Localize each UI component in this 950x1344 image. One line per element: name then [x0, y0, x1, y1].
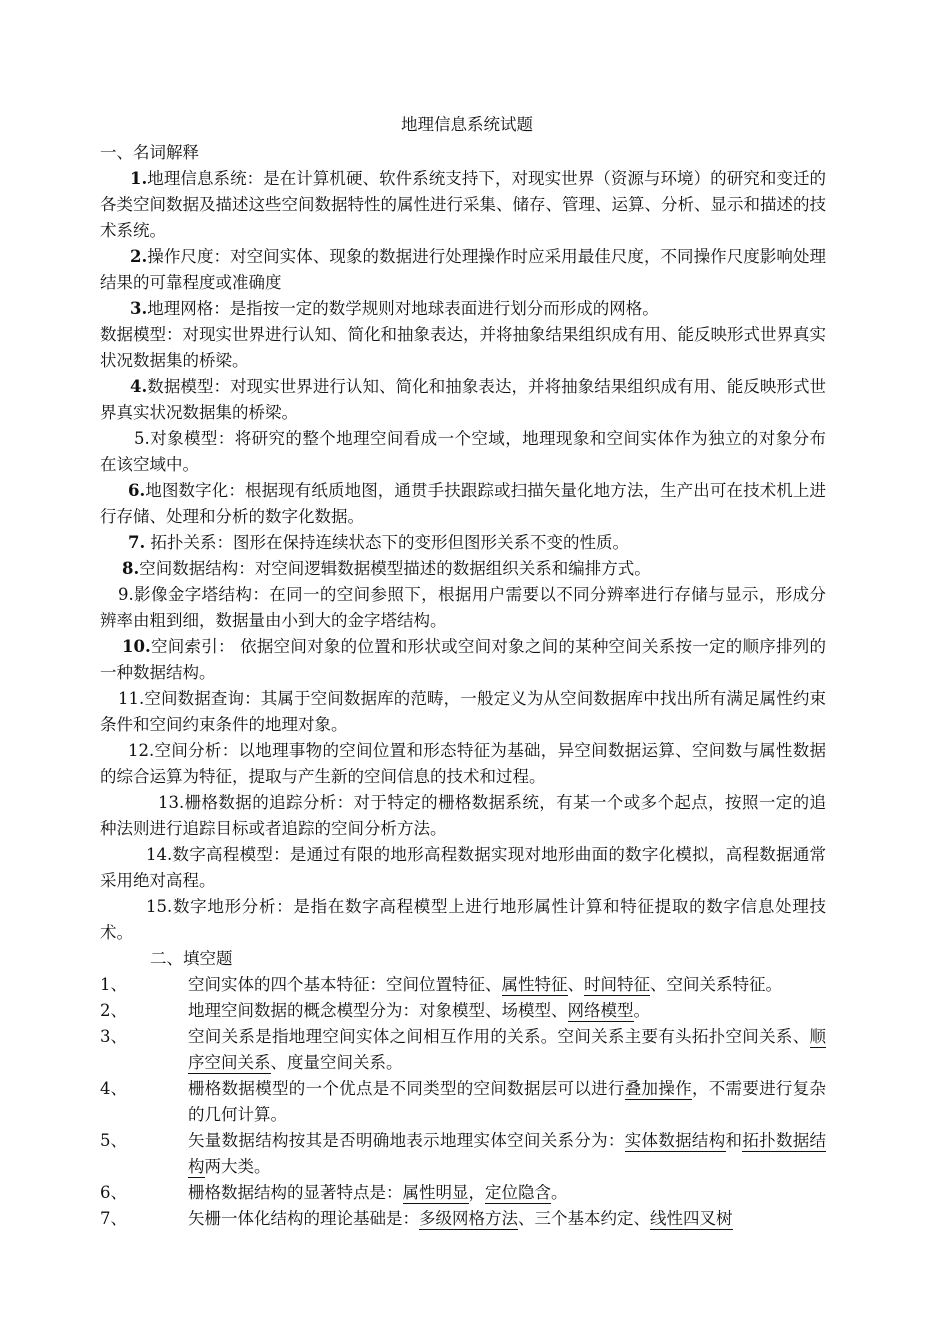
- fill-blank-number: 6、: [100, 1183, 127, 1202]
- answer-blank: 拓扑数据结构: [188, 1131, 827, 1176]
- definition-number: 10.: [122, 637, 151, 656]
- document-title: 地理信息系统试题: [401, 115, 533, 134]
- answer-blank: 顺序空间关系: [188, 1027, 826, 1072]
- definition-number: 6.: [128, 481, 146, 500]
- definition-item: [100, 686, 826, 738]
- definition-item: [100, 244, 826, 296]
- definition-number: 12.: [128, 741, 155, 760]
- fill-blank-item: 7、 矢栅一体化结构的理论基础是：多级网格方法、三个基本约定、线性四叉树: [100, 1206, 826, 1232]
- definition-number: 8.: [122, 559, 140, 578]
- definition-text: 空间索引： 依据空间对象的位置和形状或空间对象之间的某种空间关系按一定的顺序排列的一种数据结构。: [100, 637, 826, 682]
- definition-number: 2.: [130, 247, 148, 266]
- definition-number: 4.: [130, 377, 148, 396]
- definition-number: 7.: [128, 533, 146, 552]
- definition-item: [100, 426, 826, 478]
- fill-blank-number: 7、: [100, 1209, 127, 1228]
- definition-text: 数据模型：对现实世界进行认知、简化和抽象表达，并将抽象结果组织成有用、能反映形式世界真实状况数据集的桥梁。: [100, 325, 826, 370]
- fill-blank-number: 5、: [100, 1131, 127, 1150]
- definition-text: 空间数据结构：对空间逻辑数据模型描述的数据组织关系和编排方式。: [139, 559, 651, 578]
- fill-blank-item: 5、 矢量数据结构按其是否明确地表示地理实体空间关系分为：实体数据结构和拓扑数据结构两大类。: [100, 1128, 826, 1180]
- definition-item: [100, 374, 826, 426]
- fill-blank-item: 2、 地理空间数据的概念模型分为：对象模型、场模型、网络模型。: [100, 998, 826, 1024]
- fill-blank-number: 4、: [100, 1079, 127, 1098]
- definition-number: 14.: [146, 845, 173, 864]
- definition-item: [100, 322, 826, 374]
- definition-item: [100, 842, 826, 894]
- definition-text: 影像金字塔结构：在同一的空间参照下，根据用户需要以不同分辨率进行存储与显示，形成分辨率由粗到细，数据量由小到大的金字塔结构。: [100, 585, 826, 630]
- definition-number: 15.: [146, 897, 173, 916]
- section-heading-definitions: 一、名词解释: [100, 143, 199, 162]
- definition-text: 空间数据查询：其属于空间数据库的范畴，一般定义为从空间数据库中找出所有满足属性约束条件和空间约束条件的地理对象。: [100, 689, 826, 734]
- answer-blank: 线性四叉树: [650, 1209, 733, 1228]
- definition-number: 1.: [130, 169, 148, 188]
- definition-item: [100, 894, 826, 946]
- fill-blank-number: 1、: [100, 975, 127, 994]
- definition-text: 操作尺度：对空间实体、现象的数据进行处理操作时应采用最佳尺度，不同操作尺度影响处理结果的可靠程度或准确度: [100, 247, 826, 292]
- definition-text: 地理网格：是指按一定的数学规则对地球表面进行划分而形成的网格。: [147, 299, 659, 318]
- definition-item: [100, 478, 826, 530]
- section-heading-fill-blanks: 二、填空题: [150, 949, 233, 968]
- fill-blank-number: 3、: [100, 1027, 127, 1046]
- fill-blank-item: 1、 空间实体的四个基本特征：空间位置特征、属性特征、时间特征、空间关系特征。: [100, 972, 826, 998]
- definition-item: [100, 582, 826, 634]
- definition-text: 数据模型：对现实世界进行认知、简化和抽象表达，并将抽象结果组织成有用、能反映形式世界真实状况数据集的桥梁。: [100, 377, 826, 422]
- fill-blank-number: 2、: [100, 1001, 127, 1020]
- definition-text: 地图数字化：根据现有纸质地图，通贯手扶跟踪或扫描矢量化地方法，生产出可在技术机上进行存储、处理和分析的数字化数据。: [100, 481, 826, 526]
- definition-item: [100, 790, 826, 842]
- definition-item: [100, 166, 826, 244]
- answer-blank: 时间特征: [584, 975, 650, 994]
- answer-blank: 实体数据结构: [624, 1131, 726, 1150]
- definition-item: [100, 296, 826, 322]
- definition-text: 栅格数据的追踪分析：对于特定的栅格数据系统，有某一个或多个起点，按照一定的追种法则进行追踪目标或者追踪的空间分析方法。: [100, 793, 826, 838]
- definition-item: [100, 556, 826, 582]
- answer-blank: 属性明显: [402, 1183, 469, 1202]
- definition-item: [100, 634, 826, 686]
- definition-text: 地理信息系统：是在计算机硬、软件系统支持下，对现实世界（资源与环境）的研究和变迁的各类空间数据及描述这些空间数据特性的属性进行采集、储存、管理、运算、分析、显示和描述的技术系统。: [100, 169, 826, 240]
- definition-text: 拓扑关系：图形在保持连续状态下的变形但图形关系不变的性质。: [145, 533, 629, 552]
- answer-blank: 网络模型: [567, 1001, 634, 1020]
- definition-number: 9.: [118, 585, 134, 604]
- definition-number: 5.: [134, 429, 150, 448]
- definition-text: 数字地形分析：是指在数字高程模型上进行地形属性计算和特征提取的数字信息处理技术。: [100, 897, 826, 942]
- answer-blank: 多级网格方法: [419, 1209, 518, 1228]
- definition-text: 数字高程模型：是通过有限的地形高程数据实现对地形曲面的数字化模拟，高程数据通常采用绝对高程。: [100, 845, 826, 890]
- definition-text: 对象模型：将研究的整个地理空间看成一个空域，地理现象和空间实体作为独立的对象分布在该空域中。: [100, 429, 826, 474]
- definition-number: 11.: [118, 689, 145, 708]
- fill-blank-item: 3、 空间关系是指地理空间实体之间相互作用的关系。空间关系主要有头拓扑空间关系、顺序空间关系、度量空间关系。: [100, 1024, 826, 1076]
- answer-blank: 属性特征: [501, 975, 568, 994]
- answer-blank: 定位隐含: [485, 1183, 551, 1202]
- definition-number: 3.: [130, 299, 148, 318]
- fill-blank-item: 4、 栅格数据模型的一个优点是不同类型的空间数据层可以进行叠加操作，不需要进行复杂的几何计算。: [100, 1076, 826, 1128]
- definition-text: 空间分析：以地理事物的空间位置和形态特征为基础，异空间数据运算、空间数与属性数据的综合运算为特征，提取与产生新的空间信息的技术和过程。: [100, 741, 826, 786]
- definition-item: [100, 530, 826, 556]
- fill-blank-item: 6、 栅格数据结构的显著特点是：属性明显，定位隐含。: [100, 1180, 826, 1206]
- answer-blank: 叠加操作: [624, 1079, 692, 1098]
- definition-item: [100, 738, 826, 790]
- definition-number: 13.: [158, 793, 185, 812]
